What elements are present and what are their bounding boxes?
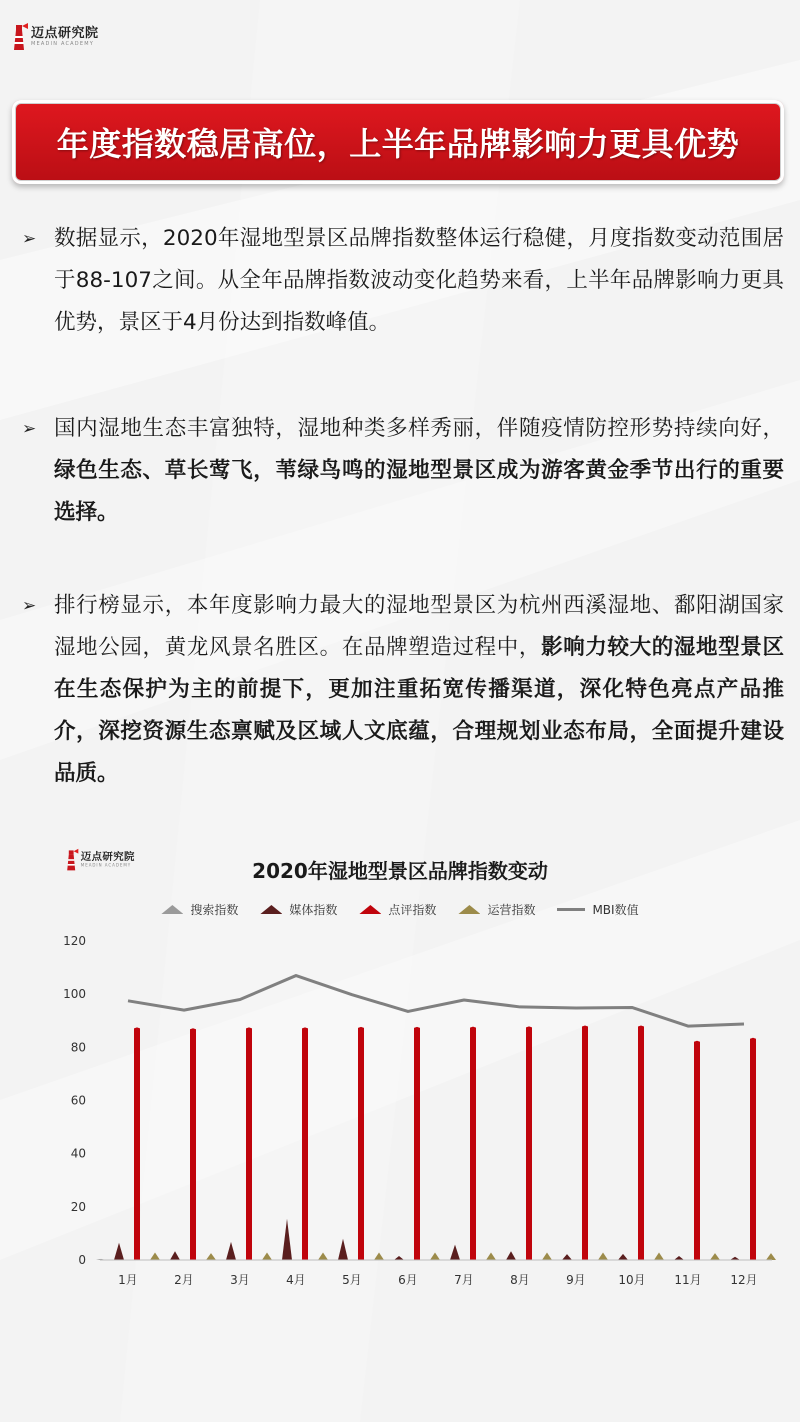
bar-2-1: [190, 1028, 196, 1260]
bar-3-1: [206, 1253, 216, 1260]
legend-label: 点评指数: [388, 903, 437, 917]
bar-3-0: [150, 1253, 160, 1260]
bar-3-11: [766, 1253, 776, 1260]
y-tick-label: 80: [70, 1040, 86, 1055]
bullet-arrow-icon: ➢: [22, 229, 37, 249]
paragraph-bold-text: 影响力较大的湿地型景区在生态保护为主的前提下，更加注重拓宽传播渠道，深化特色亮点产品推介，深挖资源生态禀赋及区域人文底蕴，合理规划业态布局，全面提升建设品质。: [54, 635, 784, 786]
paragraph-bold-text: 绿色生态、草长莺飞，苇绿鸟鸣的湿地型景区成为游客黄金季节出行的重要选择。: [54, 458, 784, 525]
y-tick-label: 0: [78, 1253, 86, 1267]
bar-1-6: [450, 1245, 460, 1260]
x-tick-label: 11月: [674, 1273, 702, 1287]
bar-1-3: [282, 1219, 292, 1260]
legend-label: 搜索指数: [190, 903, 239, 917]
legend-label: MBI数值: [592, 903, 639, 917]
bar-1-10: [674, 1256, 684, 1260]
chart-title: 2020年湿地型景区品牌指数变动: [252, 859, 548, 883]
bar-2-9: [638, 1026, 644, 1260]
y-tick-label: 100: [63, 987, 86, 1002]
x-tick-label: 1月: [118, 1273, 138, 1287]
x-tick-label: 12月: [730, 1273, 758, 1287]
bar-1-5: [394, 1256, 404, 1260]
bar-3-2: [262, 1253, 272, 1260]
x-tick-label: 5月: [342, 1273, 362, 1287]
x-tick-label: 7月: [454, 1273, 474, 1287]
bar-2-3: [302, 1027, 308, 1260]
bar-3-7: [542, 1253, 552, 1260]
bar-3-3: [318, 1253, 328, 1260]
y-tick-label: 60: [70, 1093, 86, 1108]
paragraph-normal-text: 国内湿地生态丰富独特，湿地种类多样秀丽，伴随疫情防控形势持续向好，: [54, 416, 784, 441]
y-tick-label: 40: [70, 1146, 86, 1161]
bar-1-0: [114, 1243, 124, 1260]
bar-1-1: [170, 1251, 180, 1260]
bullet-arrow-icon: ➢: [22, 596, 37, 616]
x-tick-label: 4月: [286, 1273, 306, 1287]
bar-2-2: [246, 1027, 252, 1260]
brand-tagline: MEADIN ACADEMY: [80, 862, 132, 868]
bar-3-6: [486, 1253, 496, 1260]
brand-name: 迈点研究院: [31, 25, 99, 41]
legend-label: 媒体指数: [289, 903, 338, 917]
x-tick-label: 9月: [566, 1273, 586, 1287]
bar-3-8: [598, 1253, 608, 1260]
bar-1-4: [338, 1239, 348, 1260]
page-title: 年度指数稳居高位，上半年品牌影响力更具优势: [56, 125, 740, 163]
bar-2-4: [358, 1027, 364, 1260]
bar-3-4: [374, 1253, 384, 1260]
bar-2-5: [414, 1027, 420, 1260]
brand-name: 迈点研究院: [80, 850, 135, 863]
y-tick-label: 120: [63, 934, 86, 948]
bar-3-10: [710, 1253, 720, 1260]
bar-2-10: [694, 1041, 700, 1260]
paragraph-normal-text: 排行榜显示，本年度影响力最大的湿地型景区为杭州西溪湿地、鄱阳湖国家湿地公园，黄龙风景名胜区。在品牌塑造过程中，: [54, 593, 784, 660]
y-tick-label: 20: [70, 1199, 86, 1214]
bar-1-8: [562, 1254, 572, 1260]
bar-1-7: [506, 1251, 516, 1260]
bar-2-0: [134, 1027, 140, 1260]
x-tick-label: 8月: [510, 1273, 530, 1287]
x-tick-label: 10月: [618, 1273, 646, 1287]
bar-2-8: [582, 1026, 588, 1260]
legend-label: 运营指数: [487, 903, 536, 917]
bullet-arrow-icon: ➢: [22, 419, 37, 439]
x-tick-label: 3月: [230, 1273, 250, 1287]
bar-2-6: [470, 1027, 476, 1260]
bar-1-2: [226, 1242, 236, 1260]
brand-tagline: MEADIN ACADEMY: [31, 40, 94, 47]
paragraph-normal-text: 数据显示，2020年湿地型景区品牌指数整体运行稳健，月度指数变动范围居于88-107之间。从全年品牌指数波动变化趋势来看，上半年品牌影响力更具优势，景区于4月份达到指数峰值。: [54, 226, 784, 335]
bar-3-5: [430, 1253, 440, 1260]
bar-2-7: [526, 1026, 532, 1260]
bar-2-11: [750, 1038, 756, 1260]
x-tick-label: 6月: [398, 1273, 418, 1287]
bar-3-9: [654, 1253, 664, 1260]
mbi-line: [128, 976, 744, 1027]
x-tick-label: 2月: [174, 1273, 194, 1287]
bar-1-9: [618, 1254, 628, 1260]
